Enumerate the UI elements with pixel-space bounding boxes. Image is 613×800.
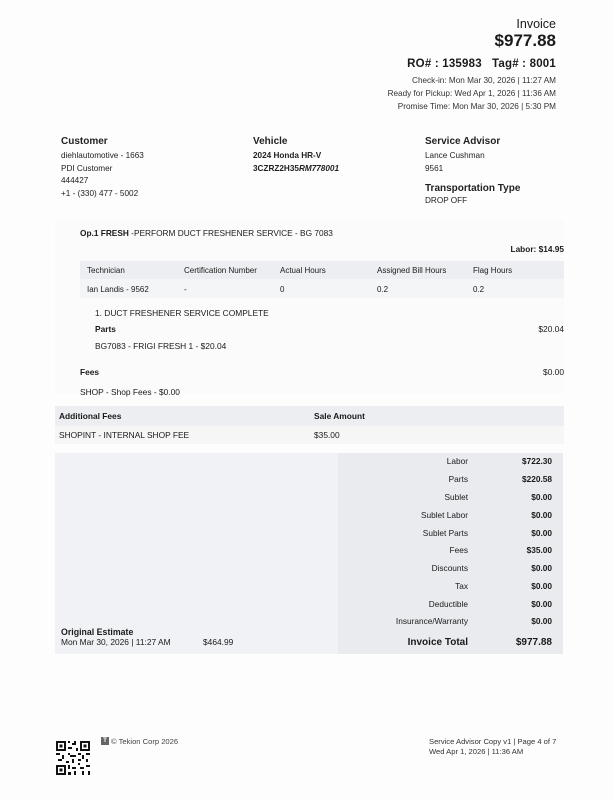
copy-page-info: Service Advisor Copy v1 | Page 4 of 7 <box>429 737 557 746</box>
ready-for-pickup-time: Ready for Pickup: Wed Apr 1, 2026 | 11:36 AM <box>387 89 556 98</box>
summary-fees-value: $35.00 <box>526 545 552 555</box>
summary-parts-value: $220.58 <box>522 474 552 484</box>
cell-assigned-bill-hours: 0.2 <box>377 285 389 294</box>
summary-sublet-labor-value: $0.00 <box>531 510 552 520</box>
vehicle-model: 2024 Honda HR-V <box>253 151 322 160</box>
summary-fees-label: Fees <box>449 545 468 555</box>
summary-discounts-value: $0.00 <box>531 563 552 573</box>
summary-left-panel <box>55 453 338 654</box>
vin-suffix: RM778001 <box>298 163 340 173</box>
customer-type: PDI Customer <box>61 163 113 173</box>
customer-label: Customer <box>61 136 108 147</box>
summary-sublet-labor-label: Sublet Labor <box>420 510 468 520</box>
operation-description: -PERFORM DUCT FRESHENER SERVICE - BG 7083 <box>128 228 333 238</box>
transportation-label: Transportation Type <box>425 183 521 194</box>
vehicle-block <box>253 150 339 175</box>
tekion-logo-icon: T <box>101 737 109 745</box>
fees-line: SHOP - Shop Fees - $0.00 <box>80 387 180 397</box>
original-estimate-date: Mon Mar 30, 2026 | 11:27 AM <box>61 637 171 647</box>
col-certification: Certification Number <box>184 266 257 275</box>
service-advisor-label: Service Advisor <box>425 136 501 147</box>
summary-sublet-parts-label: Sublet Parts <box>422 528 468 538</box>
summary-sublet-label: Sublet <box>444 492 468 502</box>
operation-labor: Labor: $14.95 <box>510 244 564 254</box>
service-advisor-id: 9561 <box>425 163 444 173</box>
col-flag-hours: Flag Hours <box>473 266 513 275</box>
additional-fee-amount: $35.00 <box>314 430 340 440</box>
invoice-total-value: $977.88 <box>515 637 552 648</box>
summary-tax-label: Tax <box>455 581 468 591</box>
col-technician: Technician <box>87 266 125 275</box>
qr-code-icon <box>55 740 91 776</box>
customer-block <box>61 150 144 200</box>
service-advisor-name: Lance Cushman <box>425 151 485 160</box>
ro-number: RO# : 135983 <box>407 58 482 70</box>
ro-tag-line <box>407 58 556 70</box>
summary-sublet-value: $0.00 <box>531 492 552 502</box>
summary-labor-value: $722.30 <box>522 456 552 466</box>
fees-amount: $0.00 <box>543 367 564 377</box>
operation-line <box>80 228 333 238</box>
parts-label: Parts <box>95 324 116 334</box>
original-estimate-label: Original Estimate <box>61 627 134 637</box>
summary-insurance-value: $0.00 <box>531 616 552 626</box>
technician-table-row <box>80 279 564 298</box>
customer-name: diehlautomotive - 1663 <box>61 151 144 160</box>
cell-certification: - <box>184 285 187 294</box>
transportation-value: DROP OFF <box>425 196 468 205</box>
summary-sublet-parts-value: $0.00 <box>531 528 552 538</box>
operation-note: 1. DUCT FRESHENER SERVICE COMPLETE <box>95 308 269 318</box>
invoice-total-label: Invoice Total <box>407 637 468 648</box>
summary-deductible-value: $0.00 <box>531 599 552 609</box>
summary-labor-label: Labor <box>446 456 468 466</box>
summary-discounts-label: Discounts <box>431 563 468 573</box>
check-in-time: Check-in: Mon Mar 30, 2026 | 11:27 AM <box>412 76 556 85</box>
copyright-text: © Tekion Corp 2026 <box>111 737 179 746</box>
cell-flag-hours: 0.2 <box>473 285 485 294</box>
customer-number: 444427 <box>61 176 89 185</box>
cell-actual-hours: 0 <box>280 285 285 294</box>
cell-technician: Ian Landis - 9562 <box>87 285 149 294</box>
parts-line: BG7083 - FRIGI FRESH 1 - $20.04 <box>95 341 227 351</box>
sale-amount-label: Sale Amount <box>314 411 365 421</box>
additional-fees-label: Additional Fees <box>59 411 122 421</box>
vehicle-label: Vehicle <box>253 136 288 147</box>
invoice-title: Invoice <box>516 17 556 31</box>
printed-time: Wed Apr 1, 2026 | 11:36 AM <box>429 747 524 756</box>
operation-section <box>55 220 564 394</box>
fees-label: Fees <box>80 367 100 377</box>
parts-amount: $20.04 <box>538 324 564 334</box>
operation-code: Op.1 FRESH <box>80 228 129 238</box>
promise-time: Promise Time: Mon Mar 30, 2026 | 5:30 PM <box>397 102 556 111</box>
original-estimate-amount: $464.99 <box>203 637 234 647</box>
summary-parts-label: Parts <box>448 474 468 484</box>
service-advisor-block <box>425 150 485 175</box>
vehicle-vin <box>253 163 339 176</box>
additional-fee-name: SHOPINT - INTERNAL SHOP FEE <box>59 430 190 440</box>
customer-phone: +1 - (330) 477 - 5002 <box>61 188 139 198</box>
vin-prefix: 3CZRZ2H35 <box>253 163 299 173</box>
additional-fees-header <box>55 406 564 426</box>
summary-tax-value: $0.00 <box>531 581 552 591</box>
summary-deductible-label: Deductible <box>428 599 468 609</box>
col-actual-hours: Actual Hours <box>280 266 326 275</box>
invoice-total-header: $977.88 <box>494 31 556 50</box>
summary-insurance-label: Insurance/Warranty <box>395 616 468 626</box>
tag-number: Tag# : 8001 <box>492 58 556 70</box>
col-assigned-bill-hours: Assigned Bill Hours <box>377 266 447 275</box>
